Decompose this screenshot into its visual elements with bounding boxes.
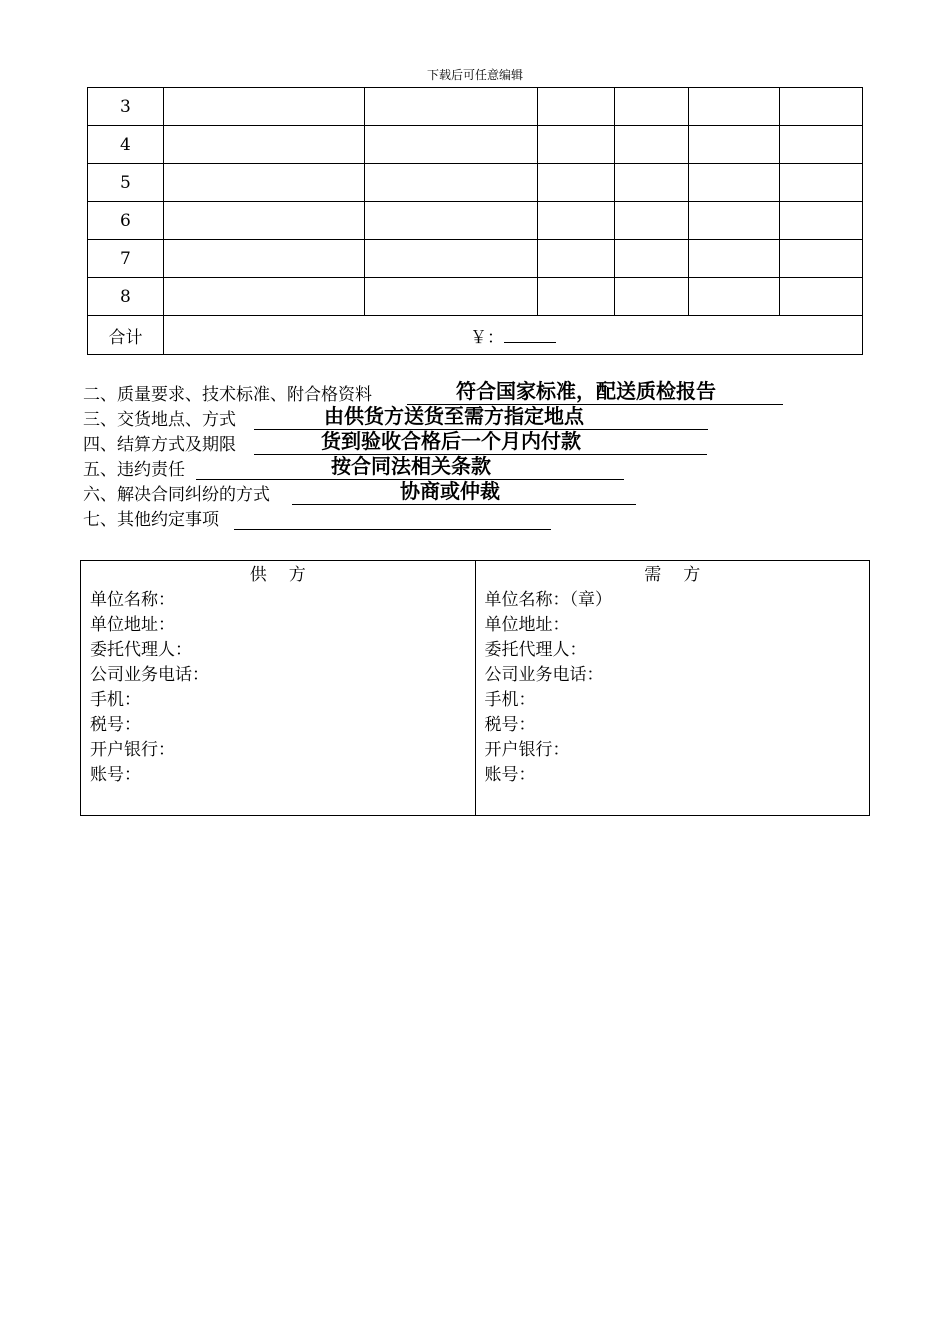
supplier-phone[interactable]: 公司业务电话： — [90, 665, 209, 685]
page-header: 下载后可任意编辑 — [426, 68, 523, 82]
row-number: 8 — [88, 278, 164, 316]
cell[interactable] — [538, 278, 615, 316]
total-amount-cell[interactable] — [163, 316, 862, 355]
cell[interactable] — [163, 126, 364, 164]
cell[interactable] — [780, 164, 863, 202]
cell[interactable] — [615, 278, 689, 316]
supplier-mobile[interactable]: 手机： — [90, 690, 141, 710]
cell[interactable] — [615, 126, 689, 164]
clause-label: 五、违约责任 — [83, 460, 185, 480]
cell[interactable] — [163, 164, 364, 202]
row-number: 5 — [88, 164, 164, 202]
clause-value: 协商或仲裁 — [400, 479, 500, 503]
table-row — [88, 164, 863, 202]
supplier-company-name[interactable]: 单位名称： — [90, 590, 175, 610]
cell[interactable] — [689, 164, 780, 202]
cell[interactable] — [689, 202, 780, 240]
clause-settlement — [83, 429, 581, 458]
cell[interactable] — [364, 88, 538, 126]
cell[interactable] — [538, 126, 615, 164]
clause-liability — [83, 454, 491, 483]
clause-fill-line[interactable] — [234, 508, 551, 530]
buyer-mobile[interactable]: 手机： — [484, 690, 536, 710]
clause-value: 按合同法相关条款 — [331, 454, 491, 478]
table-row — [88, 240, 863, 278]
cell[interactable] — [689, 126, 780, 164]
cell[interactable] — [538, 164, 615, 202]
supplier-account[interactable]: 账号： — [90, 765, 141, 785]
supplier-tax-id[interactable]: 税号： — [90, 715, 141, 735]
contract-clauses — [83, 379, 716, 533]
clause-dispute — [83, 479, 500, 508]
supplier-title: 供方 — [249, 565, 328, 585]
total-prefix: ￥： — [469, 327, 504, 348]
cell[interactable] — [364, 164, 538, 202]
cell[interactable] — [615, 88, 689, 126]
cell[interactable] — [780, 278, 863, 316]
total-amount-blank[interactable] — [504, 328, 556, 343]
buyer-panel — [475, 561, 870, 815]
cell[interactable] — [780, 202, 863, 240]
clause-label: 二、质量要求、技术标准、附合格资料 — [83, 385, 372, 405]
total-row — [88, 316, 863, 355]
cell[interactable] — [163, 240, 364, 278]
buyer-address[interactable]: 单位地址： — [484, 615, 570, 635]
table-row — [88, 202, 863, 240]
row-number: 7 — [88, 240, 164, 278]
table-row — [88, 88, 863, 126]
clause-label: 四、结算方式及期限 — [83, 435, 236, 455]
buyer-bank[interactable]: 开户银行： — [484, 740, 570, 760]
cell[interactable] — [163, 88, 364, 126]
cell[interactable] — [364, 240, 538, 278]
supplier-address[interactable]: 单位地址： — [90, 615, 175, 635]
cell[interactable] — [538, 202, 615, 240]
cell[interactable] — [689, 88, 780, 126]
cell[interactable] — [615, 202, 689, 240]
buyer-agent[interactable]: 委托代理人： — [484, 640, 587, 660]
parties-table — [80, 560, 870, 816]
buyer-tax-id[interactable]: 税号： — [484, 715, 536, 735]
clause-value: 货到验收合格后一个月内付款 — [321, 429, 581, 453]
total-label: 合计 — [88, 316, 164, 355]
supplier-agent[interactable]: 委托代理人： — [90, 640, 192, 660]
cell[interactable] — [163, 202, 364, 240]
cell[interactable] — [780, 126, 863, 164]
row-number: 4 — [88, 126, 164, 164]
supplier-bank[interactable]: 开户银行： — [90, 740, 175, 760]
buyer-account[interactable]: 账号： — [484, 765, 536, 785]
clause-label: 六、解决合同纠纷的方式 — [83, 485, 270, 505]
table-row — [88, 126, 863, 164]
cell[interactable] — [780, 88, 863, 126]
clause-label: 三、交货地点、方式 — [83, 410, 236, 430]
cell[interactable] — [364, 202, 538, 240]
cell[interactable] — [689, 240, 780, 278]
cell[interactable] — [689, 278, 780, 316]
row-number: 6 — [88, 202, 164, 240]
table-row — [88, 278, 863, 316]
buyer-company-name[interactable]: 单位名称：（章） — [484, 590, 612, 610]
cell[interactable] — [364, 126, 538, 164]
buyer-title: 需方 — [644, 565, 723, 585]
supplier-panel — [81, 561, 475, 815]
clause-value: 由供货方送货至需方指定地点 — [324, 404, 584, 428]
clause-value: 符合国家标准，配送质检报告 — [456, 379, 716, 403]
cell[interactable] — [538, 88, 615, 126]
cell[interactable] — [538, 240, 615, 278]
cell[interactable] — [780, 240, 863, 278]
cell[interactable] — [163, 278, 364, 316]
cell[interactable] — [615, 164, 689, 202]
cell[interactable] — [615, 240, 689, 278]
cell[interactable] — [364, 278, 538, 316]
row-number: 3 — [88, 88, 164, 126]
clause-label: 七、其他约定事项 — [83, 510, 219, 530]
buyer-phone[interactable]: 公司业务电话： — [484, 665, 604, 685]
items-table — [87, 87, 863, 355]
clause-other — [83, 508, 372, 533]
